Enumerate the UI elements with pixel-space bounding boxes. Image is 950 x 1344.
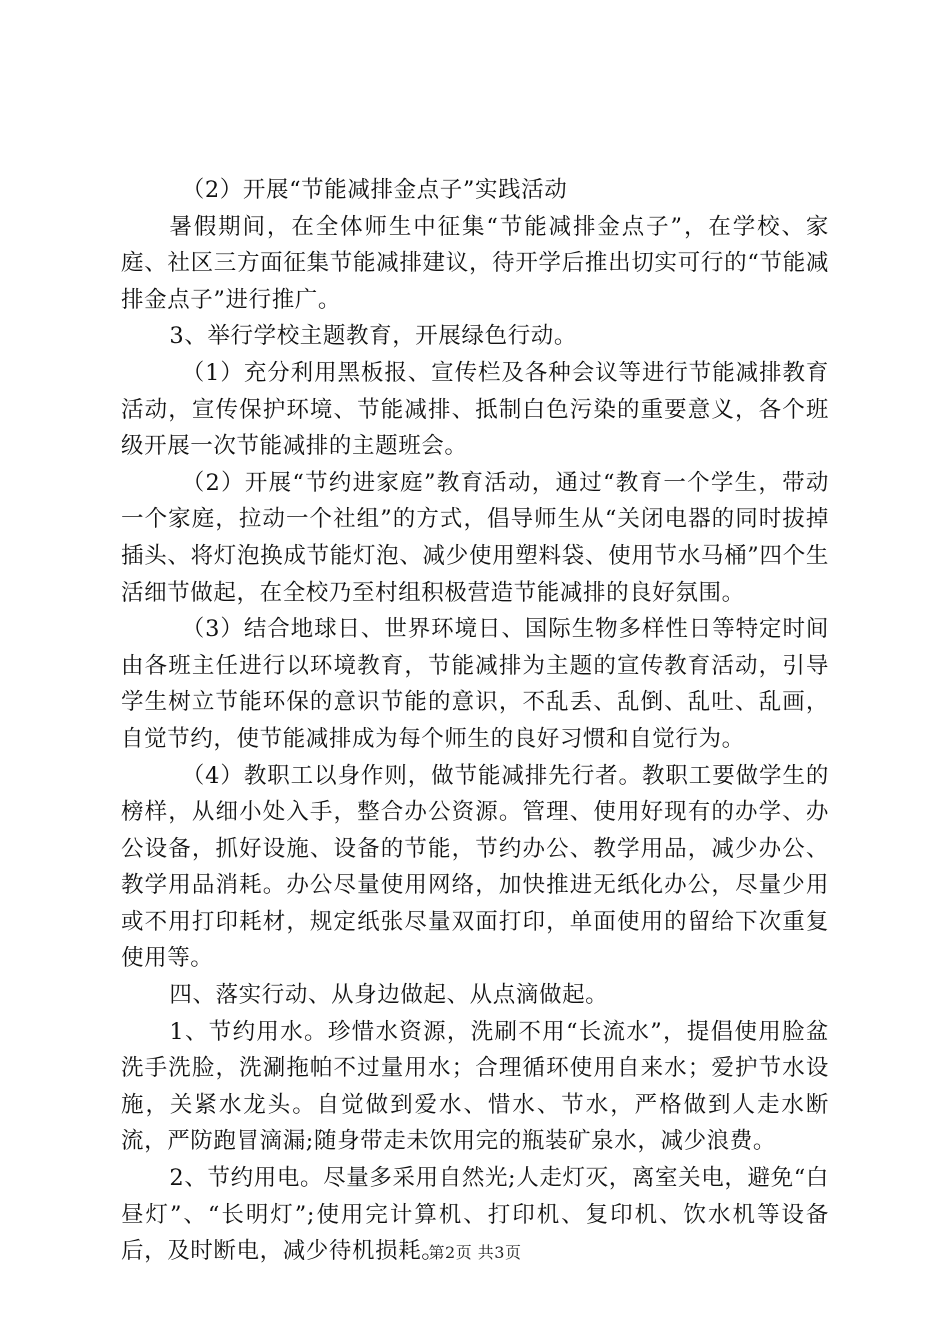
body-paragraph: （1）充分利用黑板报、宣传栏及各种会议等进行节能减排教育活动，宣传保护环境、节能减排、抵制白色污染的重要意义，各个班级开展一次节能减排的主题班会。 (121, 359, 829, 460)
body-paragraph: 2、节约用电。尽量多采用自然光;人走灯灭，离室关电，避免“白昼灯”、“长明灯”;使用完计算机、打印机、复印机、饮水机等设备后，及时断电，减少待机损耗。 (121, 1165, 829, 1265)
document-body (121, 172, 829, 1270)
body-paragraph: （2）开展“节约进家庭”教育活动，通过“教育一个学生，带动一个家庭，拉动一个社组”的方式，倡导师生从“关闭电器的同时拔掉插头、将灯泡换成节能灯泡、减少使用塑料袋、使用节水马桶”四个生活细节做起，在全校乃至村组积极营造节能减排的良好氛围。 (121, 469, 829, 606)
subsection-heading: （2）开展“节能减排金点子”实践活动 (181, 177, 568, 203)
body-paragraph: 暑假期间，在全体师生中征集“节能减排金点子”，在学校、家庭、社区三方面征集节能减排建议，待开学后推出切实可行的“节能减排金点子”进行推广。 (121, 213, 829, 313)
section-heading: 四、落实行动、从身边做起、从点滴做起。 (169, 982, 609, 1009)
body-paragraph: （4）教职工以身作则，做节能减排先行者。教职工要做学生的榜样，从细小处入手，整合办公资源。管理、使用好现有的办学、办公设备，抓好设施、设备的节能，节约办公、教学用品，减少办公、教学用品消耗。办公尽量使用网络，加快推进无纸化办公，尽量少用或不用打印耗材，规定纸张尽量双面打印，单面使用的留给下次重复使用等。 (121, 762, 829, 972)
page-number-footer: 第2页 共3页 (428, 1243, 522, 1262)
body-paragraph: 1、节约用水。珍惜水资源，洗刷不用“长流水”，提倡使用脸盆洗手洗脸，洗涮拖帕不过量用水；合理循环使用自来水；爱护节水设施，关紧水龙头。自觉做到爱水、惜水、节水，严格做到人走水断流，严防跑冒滴漏;随身带走未饮用完的瓶装矿泉水，减少浪费。 (121, 1018, 829, 1155)
section-heading: 3、举行学校主题教育，开展绿色行动。 (169, 323, 577, 350)
body-paragraph: （3）结合地球日、世界环境日、国际生物多样性日等特定时间由各班主任进行以环境教育，节能减排为主题的宣传教育活动，引导学生树立节能环保的意识节能的意识，不乱丢、乱倒、乱吐、乱画，自觉节约，使节能减排成为每个师生的良好习惯和自觉行为。 (121, 616, 829, 752)
